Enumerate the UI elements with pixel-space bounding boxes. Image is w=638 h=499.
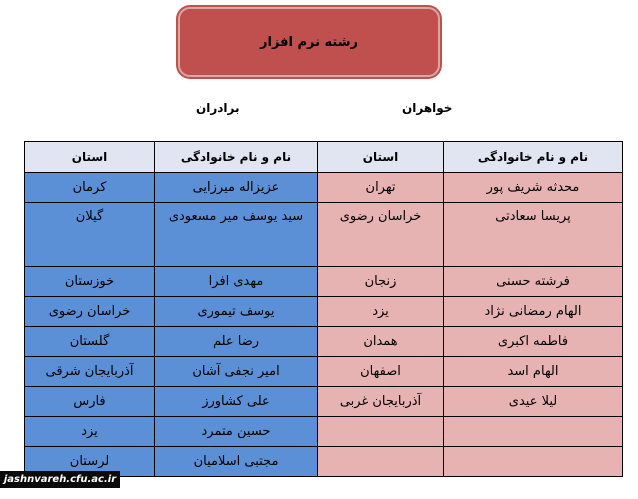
table-row xyxy=(25,387,623,417)
table-row xyxy=(25,327,623,357)
brother-name: یوسف تیموری xyxy=(155,297,318,327)
sister-province: تهران xyxy=(318,173,444,203)
sister-province: یزد xyxy=(318,297,444,327)
brother-province: آذربایجان شرقی xyxy=(25,357,155,387)
sister-province: اصفهان xyxy=(318,357,444,387)
table-header-row xyxy=(25,142,623,173)
sister-name: فرشته حسنی xyxy=(444,267,623,297)
brother-name: عزیزاله میرزایی xyxy=(155,173,318,203)
sister-province: خراسان رضوی xyxy=(318,203,444,267)
brothers-label: برادران xyxy=(196,101,240,115)
sister-name xyxy=(444,417,623,447)
brother-province: گلستان xyxy=(25,327,155,357)
table-row xyxy=(25,417,623,447)
table-row xyxy=(25,173,623,203)
brother-province: فارس xyxy=(25,387,155,417)
sisters-label: خواهران xyxy=(402,101,453,115)
brother-province: خوزستان xyxy=(25,267,155,297)
sister-province: آذربایجان غربی xyxy=(318,387,444,417)
sister-name: پریسا سعادتی xyxy=(444,203,623,267)
brother-name: امیر نجفی آشان xyxy=(155,357,318,387)
table-row xyxy=(25,357,623,387)
header-sisters-province: استان xyxy=(318,142,444,173)
header-brothers-name: نام و نام خانوادگی xyxy=(155,142,318,173)
brother-province: کرمان xyxy=(25,173,155,203)
brother-name: رضا علم xyxy=(155,327,318,357)
brother-province: لرستان xyxy=(25,447,155,477)
table-row xyxy=(25,267,623,297)
brother-name: حسین متمرد xyxy=(155,417,318,447)
brother-province: گیلان xyxy=(25,203,155,267)
sister-province: همدان xyxy=(318,327,444,357)
header-brothers-province: استان xyxy=(25,142,155,173)
sister-province: زنجان xyxy=(318,267,444,297)
sister-name: لیلا عیدی xyxy=(444,387,623,417)
sister-name xyxy=(444,447,623,477)
header-sisters-name: نام و نام خانوادگی xyxy=(444,142,623,173)
page-title: رشته نرم افزار xyxy=(178,7,440,77)
table-row xyxy=(25,203,623,267)
sister-name: فاطمه اکبری xyxy=(444,327,623,357)
table-row xyxy=(25,297,623,327)
sister-name: الهام اسد xyxy=(444,357,623,387)
sister-name: الهام رمضانی نژاد xyxy=(444,297,623,327)
sister-province xyxy=(318,417,444,447)
sister-province xyxy=(318,447,444,477)
brother-province: یزد xyxy=(25,417,155,447)
brother-name: مهدی افرا xyxy=(155,267,318,297)
brother-province: خراسان رضوی xyxy=(25,297,155,327)
brother-name: مجتبی اسلامیان xyxy=(155,447,318,477)
watermark: jashnvareh.cfu.ac.ir xyxy=(0,471,120,488)
brother-name: سید یوسف میر مسعودی xyxy=(155,203,318,267)
brother-name: علی کشاورز xyxy=(155,387,318,417)
sister-name: محدثه شریف پور xyxy=(444,173,623,203)
participants-table xyxy=(24,141,623,477)
